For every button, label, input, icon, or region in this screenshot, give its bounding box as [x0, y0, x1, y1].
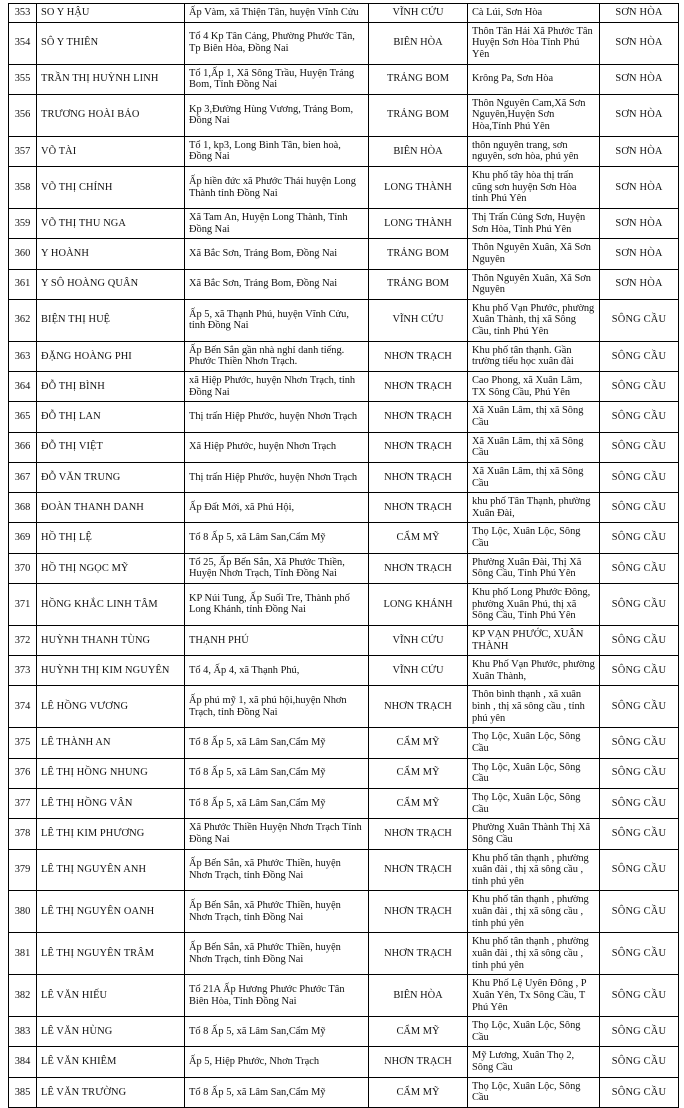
destination-address-cell: Khu Phố Vạn Phước, phường Xuân Thành, [468, 656, 600, 686]
destination-region-cell: SƠN HÒA [600, 269, 679, 299]
destination-address-cell: Phường Xuân Thành Thị Xã Sông Cầu [468, 819, 600, 849]
destination-region-cell: SÔNG CẦU [600, 849, 679, 891]
person-name-cell: ĐOÀN THANH DANH [37, 493, 185, 523]
district-cell: LONG THÀNH [369, 167, 468, 209]
person-name-cell: ĐỖ THỊ BÌNH [37, 372, 185, 402]
district-cell: NHƠN TRẠCH [369, 402, 468, 432]
person-name-cell: ĐẶNG HOÀNG PHI [37, 341, 185, 371]
row-number-cell: 355 [9, 64, 37, 94]
destination-region-cell: SÔNG CẦU [600, 625, 679, 655]
destination-region-cell: SÔNG CẦU [600, 372, 679, 402]
destination-region-cell: SÔNG CẦU [600, 788, 679, 818]
destination-region-cell: SÔNG CẦU [600, 583, 679, 625]
destination-address-cell: KP VẠN PHƯỚC, XUÂN THÀNH [468, 625, 600, 655]
person-name-cell: VÕ THỊ THU NGA [37, 208, 185, 238]
row-number-cell: 365 [9, 402, 37, 432]
person-name-cell: ĐỖ VĂN TRUNG [37, 462, 185, 492]
row-number-cell: 353 [9, 4, 37, 23]
person-name-cell: LÊ THỊ NGUYÊN OANH [37, 891, 185, 933]
origin-address-cell: Tổ 4, Ấp 4, xã Thạnh Phú, [185, 656, 369, 686]
table-row [9, 891, 679, 933]
destination-region-cell: SÔNG CẦU [600, 819, 679, 849]
row-number-cell: 379 [9, 849, 37, 891]
origin-address-cell: Ấp hiền đức xã Phước Thái huyện Long Thành tỉnh Đồng Nai [185, 167, 369, 209]
table-row [9, 64, 679, 94]
person-name-cell: ĐỖ THỊ VIỆT [37, 432, 185, 462]
row-number-cell: 359 [9, 208, 37, 238]
district-cell: LONG KHÁNH [369, 583, 468, 625]
district-cell: CẨM MỸ [369, 523, 468, 553]
origin-address-cell: Ấp Bến Sắn, xã Phước Thiền, huyện Nhơn Trạch, tỉnh Đồng Nai [185, 933, 369, 975]
table-row [9, 493, 679, 523]
district-cell: TRẢNG BOM [369, 64, 468, 94]
person-name-cell: LÊ VĂN TRƯỜNG [37, 1077, 185, 1107]
origin-address-cell: THẠNH PHÚ [185, 625, 369, 655]
table-row [9, 22, 679, 64]
origin-address-cell: Ấp phú mỹ 1, xã phú hội,huyện Nhơn Trạch, tỉnh Đồng Nai [185, 686, 369, 728]
district-cell: NHƠN TRẠCH [369, 819, 468, 849]
destination-address-cell: Cao Phong, xã Xuân Lâm, TX Sông Cầu, Phú Yên [468, 372, 600, 402]
person-name-cell: Y HOÀNH [37, 239, 185, 269]
origin-address-cell: Xã Hiệp Phước, huyện Nhơn Trạch [185, 432, 369, 462]
table-row [9, 208, 679, 238]
destination-region-cell: SÔNG CẦU [600, 299, 679, 341]
origin-address-cell: Ấp Vàm, xã Thiện Tân, huyện Vĩnh Cửu [185, 4, 369, 23]
row-number-cell: 361 [9, 269, 37, 299]
destination-region-cell: SÔNG CẦU [600, 1047, 679, 1077]
district-cell: VĨNH CỬU [369, 4, 468, 23]
destination-region-cell: SƠN HÒA [600, 4, 679, 23]
destination-address-cell: Khu phố tân thạnh. Gần trường tiểu học xuân đài [468, 341, 600, 371]
origin-address-cell: Ấp 5, xã Thạnh Phú, huyện Vĩnh Cửu, tỉnh Đồng Nai [185, 299, 369, 341]
person-name-cell: LÊ VĂN KHIÊM [37, 1047, 185, 1077]
origin-address-cell: Tổ 8 Ấp 5, xã Lâm San,Cẩm Mỹ [185, 1077, 369, 1107]
person-name-cell: VÕ TÀI [37, 136, 185, 166]
district-cell: NHƠN TRẠCH [369, 341, 468, 371]
row-number-cell: 374 [9, 686, 37, 728]
person-name-cell: BIỆN THỊ HUỆ [37, 299, 185, 341]
destination-address-cell: Thôn Nguyên Xuân, Xã Sơn Nguyên [468, 239, 600, 269]
origin-address-cell: Xã Phước Thiền Huyện Nhơn Trạch Tỉnh Đồng Nai [185, 819, 369, 849]
destination-region-cell: SƠN HÒA [600, 167, 679, 209]
destination-region-cell: SÔNG CẦU [600, 493, 679, 523]
origin-address-cell: Tổ 8 Ấp 5, xã Lâm San,Cẩm Mỹ [185, 523, 369, 553]
destination-region-cell: SÔNG CẦU [600, 728, 679, 758]
destination-region-cell: SƠN HÒA [600, 208, 679, 238]
origin-address-cell: Tổ 8 Ấp 5, xã Lâm San,Cẩm Mỹ [185, 1017, 369, 1047]
district-cell: CẨM MỸ [369, 1077, 468, 1107]
origin-address-cell: Tổ 1,Ấp 1, Xã Sông Trầu, Huyện Trảng Bom, Tỉnh Đồng Nai [185, 64, 369, 94]
table-row [9, 341, 679, 371]
table-row [9, 788, 679, 818]
row-number-cell: 377 [9, 788, 37, 818]
destination-address-cell: Thọ Lộc, Xuân Lộc, Sông Cầu [468, 1077, 600, 1107]
origin-address-cell: Tổ 8 Ấp 5, xã Lâm San,Cẩm Mỹ [185, 758, 369, 788]
person-name-cell: VÕ THỊ CHÍNH [37, 167, 185, 209]
table-row [9, 167, 679, 209]
destination-region-cell: SÔNG CẦU [600, 975, 679, 1017]
table-row [9, 372, 679, 402]
district-cell: BIÊN HÒA [369, 136, 468, 166]
district-cell: NHƠN TRẠCH [369, 1047, 468, 1077]
district-cell: LONG THÀNH [369, 208, 468, 238]
origin-address-cell: Xã Bắc Sơn, Trảng Bom, Đồng Nai [185, 239, 369, 269]
destination-region-cell: SÔNG CẦU [600, 656, 679, 686]
row-number-cell: 381 [9, 933, 37, 975]
table-row [9, 462, 679, 492]
district-cell: CẨM MỸ [369, 788, 468, 818]
destination-address-cell: Krông Pa, Sơn Hòa [468, 64, 600, 94]
district-cell: VĨNH CỬU [369, 299, 468, 341]
destination-address-cell: Thọ Lộc, Xuân Lộc, Sông Cầu [468, 728, 600, 758]
row-number-cell: 362 [9, 299, 37, 341]
district-cell: BIÊN HÒA [369, 22, 468, 64]
destination-address-cell: Thọ Lộc, Xuân Lộc, Sông Cầu [468, 1017, 600, 1047]
row-number-cell: 368 [9, 493, 37, 523]
person-name-cell: ĐỖ THỊ LAN [37, 402, 185, 432]
person-name-cell: LÊ THỊ NGUYÊN ANH [37, 849, 185, 891]
table-row [9, 975, 679, 1017]
row-number-cell: 358 [9, 167, 37, 209]
row-number-cell: 382 [9, 975, 37, 1017]
district-cell: BIÊN HÒA [369, 975, 468, 1017]
destination-region-cell: SÔNG CẦU [600, 891, 679, 933]
row-number-cell: 378 [9, 819, 37, 849]
district-cell: CẨM MỸ [369, 758, 468, 788]
destination-address-cell: Cà Lúi, Sơn Hòa [468, 4, 600, 23]
district-cell: NHƠN TRẠCH [369, 849, 468, 891]
origin-address-cell: Thị trấn Hiệp Phước, huyện Nhơn Trạch [185, 462, 369, 492]
destination-address-cell: Thọ Lộc, Xuân Lộc, Sông Cầu [468, 758, 600, 788]
origin-address-cell: Tổ 4 Kp Tân Cảng, Phường Phước Tân, Tp Biên Hòa, Đồng Nai [185, 22, 369, 64]
origin-address-cell: Ấp Đất Mới, xã Phú Hội, [185, 493, 369, 523]
origin-address-cell: Tổ 8 Ấp 5, xã Lâm San,Cẩm Mỹ [185, 728, 369, 758]
row-number-cell: 383 [9, 1017, 37, 1047]
destination-region-cell: SƠN HÒA [600, 136, 679, 166]
row-number-cell: 369 [9, 523, 37, 553]
origin-address-cell: Xã Tam An, Huyện Long Thành, Tỉnh Đồng Nai [185, 208, 369, 238]
table-row [9, 269, 679, 299]
table-row [9, 239, 679, 269]
destination-address-cell: Xã Xuân Lâm, thị xã Sông Cầu [468, 432, 600, 462]
person-name-cell: LÊ VĂN HIẾU [37, 975, 185, 1017]
person-name-cell: HUỲNH THỊ KIM NGUYÊN [37, 656, 185, 686]
destination-region-cell: SÔNG CẦU [600, 758, 679, 788]
destination-region-cell: SÔNG CẦU [600, 402, 679, 432]
destination-address-cell: thôn nguyên trang, sơn nguyên, sơn hòa, phú yên [468, 136, 600, 166]
table-row [9, 4, 679, 23]
table-row [9, 1047, 679, 1077]
table-row [9, 656, 679, 686]
origin-address-cell: xã Hiệp Phước, huyện Nhơn Trạch, tỉnh Đồng Nai [185, 372, 369, 402]
row-number-cell: 384 [9, 1047, 37, 1077]
table-row [9, 523, 679, 553]
table-row [9, 136, 679, 166]
destination-address-cell: Khu phố Vạn Phước, phường Xuân Thành, thị xã Sông Cầu, tỉnh Phú Yên [468, 299, 600, 341]
table-row [9, 553, 679, 583]
destination-address-cell: Thọ Lộc, Xuân Lộc, Sông Cầu [468, 523, 600, 553]
destination-region-cell: SÔNG CẦU [600, 553, 679, 583]
destination-region-cell: SƠN HÒA [600, 239, 679, 269]
row-number-cell: 376 [9, 758, 37, 788]
person-name-cell: LÊ THÀNH AN [37, 728, 185, 758]
table-row [9, 849, 679, 891]
destination-address-cell: Khu Phố Lệ Uyên Đông , P Xuân Yên, Tx Sông Cầu, T Phú Yên [468, 975, 600, 1017]
district-cell: CẨM MỸ [369, 728, 468, 758]
person-name-cell: HỒNG KHẮC LINH TÂM [37, 583, 185, 625]
table-row [9, 1077, 679, 1107]
person-name-cell: SO Y HẬU [37, 4, 185, 23]
roster-table-body [9, 4, 679, 1108]
person-name-cell: LÊ THỊ KIM PHƯƠNG [37, 819, 185, 849]
origin-address-cell: Ấp Bến Sắn, xã Phước Thiền, huyện Nhơn Trạch, tỉnh Đồng Nai [185, 849, 369, 891]
person-name-cell: LÊ HỒNG VƯƠNG [37, 686, 185, 728]
origin-address-cell: Tổ 25, Ấp Bến Sắn, Xã Phước Thiền, Huyện Nhơn Trạch, Tỉnh Đồng Nai [185, 553, 369, 583]
table-row [9, 94, 679, 136]
row-number-cell: 371 [9, 583, 37, 625]
district-cell: CẨM MỸ [369, 1017, 468, 1047]
person-name-cell: HỒ THỊ NGỌC MỸ [37, 553, 185, 583]
table-row [9, 402, 679, 432]
destination-address-cell: Xã Xuân Lâm, thị xã Sông Cầu [468, 402, 600, 432]
origin-address-cell: KP Núi Tung, Ấp Suối Tre, Thành phố Long Khánh, tỉnh Đồng Nai [185, 583, 369, 625]
roster-table [8, 3, 679, 1108]
person-name-cell: Y SÔ HOÀNG QUÂN [37, 269, 185, 299]
district-cell: VĨNH CỬU [369, 656, 468, 686]
person-name-cell: LÊ THỊ NGUYÊN TRÂM [37, 933, 185, 975]
district-cell: NHƠN TRẠCH [369, 686, 468, 728]
destination-region-cell: SÔNG CẦU [600, 1017, 679, 1047]
origin-address-cell: Ấp Bến Sắn, xã Phước Thiền, huyện Nhơn Trạch, tỉnh Đồng Nai [185, 891, 369, 933]
origin-address-cell: Xã Bắc Sơn, Trảng Bom, Đồng Nai [185, 269, 369, 299]
table-row [9, 933, 679, 975]
row-number-cell: 370 [9, 553, 37, 583]
destination-region-cell: SÔNG CẦU [600, 1077, 679, 1107]
person-name-cell: TRƯƠNG HOÀI BẢO [37, 94, 185, 136]
destination-address-cell: Xã Xuân Lâm, thị xã Sông Cầu [468, 462, 600, 492]
destination-address-cell: Khu phố tây hòa thị trấn cũng sơn huyện Sơn Hòa tỉnh Phú Yên [468, 167, 600, 209]
origin-address-cell: Ấp Bến Sắn gần nhà nghỉ danh tiếng. Phước Thiền Nhơn Trạch. [185, 341, 369, 371]
row-number-cell: 354 [9, 22, 37, 64]
table-row [9, 432, 679, 462]
table-row [9, 625, 679, 655]
destination-address-cell: Khu phố tân thạnh , phường xuân đài , thị xã sông cầu , tỉnh phú yên [468, 849, 600, 891]
table-row [9, 758, 679, 788]
row-number-cell: 373 [9, 656, 37, 686]
destination-region-cell: SÔNG CẦU [600, 462, 679, 492]
destination-address-cell: Thôn Nguyên Cam,Xã Sơn Nguyên,Huyện Sơn Hòa,Tỉnh Phú Yên [468, 94, 600, 136]
destination-address-cell: khu phố Tân Thạnh, phường Xuân Đài, [468, 493, 600, 523]
row-number-cell: 360 [9, 239, 37, 269]
destination-region-cell: SÔNG CẦU [600, 432, 679, 462]
destination-address-cell: Thị Trấn Củng Sơn, Huyện Sơn Hòa, Tỉnh Phú Yên [468, 208, 600, 238]
destination-region-cell: SƠN HÒA [600, 22, 679, 64]
destination-address-cell: Khu phố tân thạnh , phường xuân đài , thị xã sông cầu , tỉnh phú yên [468, 891, 600, 933]
destination-address-cell: Khu phố tân thạnh , phường xuân đài , thị xã sông cầu , tỉnh phú yên [468, 933, 600, 975]
person-name-cell: TRẦN THỊ HUỲNH LINH [37, 64, 185, 94]
origin-address-cell: Tổ 1, kp3, Long Bình Tân, bien hoà, Đồng Nai [185, 136, 369, 166]
person-name-cell: HUỲNH THANH TÙNG [37, 625, 185, 655]
person-name-cell: LÊ VĂN HÙNG [37, 1017, 185, 1047]
row-number-cell: 375 [9, 728, 37, 758]
district-cell: NHƠN TRẠCH [369, 432, 468, 462]
origin-address-cell: Thị trấn Hiệp Phước, huyện Nhơn Trạch [185, 402, 369, 432]
origin-address-cell: Ấp 5, Hiệp Phước, Nhơn Trạch [185, 1047, 369, 1077]
district-cell: NHƠN TRẠCH [369, 372, 468, 402]
table-row [9, 1017, 679, 1047]
row-number-cell: 385 [9, 1077, 37, 1107]
destination-address-cell: Khu phố Long Phước Đông, phường Xuân Phú, thị xã Sông Cầu, Tỉnh Phú Yên [468, 583, 600, 625]
table-row [9, 686, 679, 728]
destination-region-cell: SÔNG CẦU [600, 523, 679, 553]
destination-region-cell: SƠN HÒA [600, 94, 679, 136]
row-number-cell: 366 [9, 432, 37, 462]
person-name-cell: HỒ THỊ LỆ [37, 523, 185, 553]
destination-address-cell: Thôn bình thạnh , xã xuân bình , thị xã sông cầu , tỉnh phú yên [468, 686, 600, 728]
district-cell: NHƠN TRẠCH [369, 933, 468, 975]
person-name-cell: LÊ THỊ HỒNG VÂN [37, 788, 185, 818]
table-row [9, 583, 679, 625]
district-cell: NHƠN TRẠCH [369, 493, 468, 523]
destination-address-cell: Thôn Tân Hải Xã Phước Tân Huyện Sơn Hòa Tỉnh Phú Yên [468, 22, 600, 64]
row-number-cell: 380 [9, 891, 37, 933]
scanned-roster-page [0, 3, 684, 1104]
district-cell: TRẢNG BOM [369, 239, 468, 269]
destination-region-cell: SÔNG CẦU [600, 933, 679, 975]
origin-address-cell: Kp 3,Đường Hùng Vương, Trảng Bom, Đồng Nai [185, 94, 369, 136]
person-name-cell: SÔ Y THIÊN [37, 22, 185, 64]
district-cell: NHƠN TRẠCH [369, 891, 468, 933]
row-number-cell: 357 [9, 136, 37, 166]
row-number-cell: 367 [9, 462, 37, 492]
origin-address-cell: Tổ 8 Ấp 5, xã Lâm San,Cẩm Mỹ [185, 788, 369, 818]
district-cell: VĨNH CỬU [369, 625, 468, 655]
row-number-cell: 356 [9, 94, 37, 136]
table-row [9, 728, 679, 758]
table-row [9, 299, 679, 341]
destination-address-cell: Thôn Nguyên Xuân, Xã Sơn Nguyên [468, 269, 600, 299]
person-name-cell: LÊ THỊ HỒNG NHUNG [37, 758, 185, 788]
district-cell: TRẢNG BOM [369, 94, 468, 136]
table-row [9, 819, 679, 849]
destination-address-cell: Thọ Lộc, Xuân Lộc, Sông Cầu [468, 788, 600, 818]
destination-address-cell: Phường Xuân Đài, Thị Xã Sông Cầu, Tỉnh Phú Yên [468, 553, 600, 583]
district-cell: NHƠN TRẠCH [369, 553, 468, 583]
destination-region-cell: SÔNG CẦU [600, 341, 679, 371]
destination-region-cell: SƠN HÒA [600, 64, 679, 94]
row-number-cell: 363 [9, 341, 37, 371]
destination-region-cell: SÔNG CẦU [600, 686, 679, 728]
origin-address-cell: Tổ 21A Ấp Hương Phước Phước Tân Biên Hòa, Tỉnh Đồng Nai [185, 975, 369, 1017]
row-number-cell: 372 [9, 625, 37, 655]
row-number-cell: 364 [9, 372, 37, 402]
destination-address-cell: Mỹ Lương, Xuân Thọ 2, Sông Cầu [468, 1047, 600, 1077]
district-cell: TRẢNG BOM [369, 269, 468, 299]
district-cell: NHƠN TRẠCH [369, 462, 468, 492]
